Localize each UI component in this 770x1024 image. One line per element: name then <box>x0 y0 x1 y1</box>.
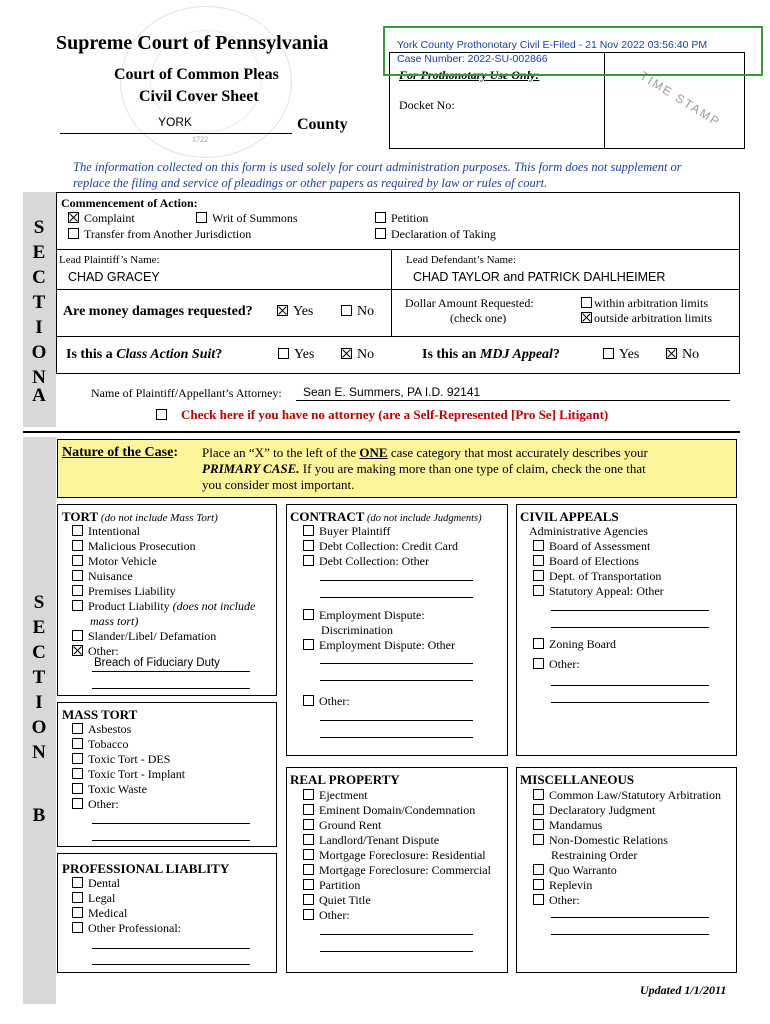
efile-stamp: York County Prothonotary Civil E-Filed - 21 Nov 2022 03:56:40 PM <box>397 39 708 51</box>
professional-item[interactable]: Dental <box>72 876 181 891</box>
tort-title: TORT (do not include Mass Tort) <box>62 509 218 524</box>
commencement-label: Commencement of Action: <box>61 196 198 210</box>
seal-year: 1722 <box>192 135 208 144</box>
plaintiff-name-field[interactable]: CHAD GRACEY <box>68 270 160 284</box>
nature-instructions-line1: Place an “X” to the left of the ONE case category that most accurately describes your <box>202 445 648 460</box>
real-property-item[interactable]: Partition <box>303 878 491 893</box>
checkbox[interactable] <box>303 555 314 566</box>
contract-list-2 <box>303 608 455 653</box>
defendant-label: Lead Defendant’s Name: <box>406 254 516 266</box>
commencement-complaint[interactable]: Complaint <box>68 211 135 226</box>
tort-other-field[interactable]: Breach of Fiduciary Duty <box>94 657 220 669</box>
checkbox[interactable] <box>533 570 544 581</box>
checkbox[interactable] <box>533 804 544 815</box>
blank-line <box>320 951 473 952</box>
civil-appeals-zoning[interactable]: Zoning Board <box>533 637 616 652</box>
checkbox[interactable] <box>303 909 314 920</box>
civil-appeals-item[interactable]: Board of Elections <box>533 554 664 569</box>
section-b-letters <box>28 590 50 765</box>
real-property-item[interactable]: Landlord/Tenant Dispute <box>303 833 491 848</box>
checkbox[interactable] <box>72 723 83 734</box>
real-property-item[interactable]: Eminent Domain/Condemnation <box>303 803 491 818</box>
real-property-item[interactable]: Quiet Title <box>303 893 491 908</box>
tort-item[interactable]: Nuisance <box>72 569 255 584</box>
commencement-transfer[interactable]: Transfer from Another Jurisdiction <box>68 227 251 242</box>
commencement-declaration[interactable]: Declaration of Taking <box>375 227 496 242</box>
blank-line <box>320 680 473 681</box>
blank-line <box>92 964 250 965</box>
civil-appeals-item[interactable]: Statutory Appeal: Other <box>533 584 664 599</box>
blank-line <box>92 688 250 689</box>
mdj-no[interactable]: No <box>666 347 699 362</box>
checkbox[interactable] <box>303 609 314 620</box>
within-arbitration[interactable]: within arbitration limits <box>581 296 708 311</box>
professional-item[interactable]: Legal <box>72 891 181 906</box>
plaintiff-label: Lead Plaintiff’s Name: <box>59 254 160 266</box>
self-represented-checkbox[interactable]: Check here if you have no attorney (are a Self-Represented [Pro Se] Litigant) <box>156 407 608 422</box>
checkbox[interactable] <box>72 585 83 596</box>
section-letter: E <box>32 242 46 263</box>
contract-title: CONTRACT (do not include Judgments) <box>290 509 482 524</box>
checkbox[interactable] <box>533 879 544 890</box>
blank-line <box>92 840 250 841</box>
tort-item[interactable]: Intentional <box>72 524 255 539</box>
updated-date: Updated 1/1/2011 <box>640 983 727 997</box>
contract-item[interactable]: Debt Collection: Other <box>303 554 458 569</box>
checkbox[interactable] <box>303 525 314 536</box>
checkbox[interactable] <box>303 540 314 551</box>
blank-line <box>320 737 473 738</box>
checkbox[interactable] <box>72 555 83 566</box>
commencement-writ[interactable]: Writ of Summons <box>196 211 298 226</box>
contract-item-employment-other[interactable]: Employment Dispute: Other <box>303 638 455 653</box>
prothonotary-use-only: For Prothonotary Use Only: <box>399 68 540 82</box>
misc-item[interactable]: Non-Domestic Relations <box>533 833 721 848</box>
checkbox[interactable] <box>72 738 83 749</box>
class-action-question: Is this a Class Action Suit? <box>66 347 223 362</box>
blank-line <box>92 948 250 949</box>
checkbox-checked[interactable] <box>581 312 592 323</box>
contract-item-employment[interactable]: Employment Dispute: <box>303 608 455 623</box>
mdj-yes[interactable]: Yes <box>603 347 639 362</box>
county-line <box>60 133 292 134</box>
checkbox[interactable] <box>375 228 386 239</box>
checkbox[interactable] <box>278 348 289 359</box>
divider-vertical <box>391 249 392 336</box>
section-letter: O <box>31 342 47 363</box>
time-stamp-label: TIME STAMP <box>637 68 724 130</box>
attorney-line <box>296 400 730 401</box>
checkbox-checked[interactable] <box>68 212 79 223</box>
page-title: Supreme Court of Pennsylvania <box>56 32 329 54</box>
checkbox[interactable] <box>72 768 83 779</box>
dollar-amount-sub: (check one) <box>450 311 507 325</box>
misc-item[interactable]: Mandamus <box>533 818 721 833</box>
mass-tort-item[interactable]: Toxic Tort - Implant <box>72 767 185 782</box>
blank-line <box>551 934 709 935</box>
checkbox[interactable] <box>533 864 544 875</box>
mass-tort-item[interactable]: Asbestos <box>72 722 185 737</box>
tort-item-product-liability[interactable]: Product Liability (does not include <box>72 599 255 614</box>
checkbox[interactable] <box>533 658 544 669</box>
real-property-title: REAL PROPERTY <box>290 772 400 787</box>
blank-line <box>551 917 709 918</box>
section-letter: T <box>32 292 46 313</box>
checkbox-checked[interactable] <box>277 305 288 316</box>
court-name: Court of Common Pleas <box>114 66 279 83</box>
checkbox[interactable] <box>156 409 167 420</box>
professional-item[interactable]: Other Professional: <box>72 921 181 936</box>
section-letter: S <box>33 592 45 613</box>
contract-item-other[interactable]: Other: <box>303 694 350 709</box>
checkbox[interactable] <box>72 922 83 933</box>
contract-item[interactable]: Debt Collection: Credit Card <box>303 539 458 554</box>
checkbox[interactable] <box>72 525 83 536</box>
checkbox[interactable] <box>303 864 314 875</box>
section-letter: C <box>32 267 46 288</box>
blank-line <box>320 720 473 721</box>
checkbox[interactable] <box>72 907 83 918</box>
case-number: Case Number: 2022-SU-002866 <box>397 53 548 65</box>
checkbox[interactable] <box>303 879 314 890</box>
checkbox[interactable] <box>341 305 352 316</box>
county-value[interactable]: YORK <box>158 115 193 129</box>
checkbox-checked[interactable] <box>666 348 677 359</box>
blank-line <box>320 597 473 598</box>
civil-appeals-title: CIVIL APPEALS <box>520 509 619 524</box>
checkbox[interactable] <box>303 849 314 860</box>
checkbox[interactable] <box>303 894 314 905</box>
checkbox[interactable] <box>533 834 544 845</box>
checkbox[interactable] <box>68 228 79 239</box>
checkbox[interactable] <box>196 212 207 223</box>
mass-tort-list <box>72 722 185 812</box>
mass-tort-item[interactable]: Other: <box>72 797 185 812</box>
section-a-letters <box>28 215 50 390</box>
checkbox[interactable] <box>72 798 83 809</box>
section-letter: C <box>32 642 46 663</box>
professional-title: PROFESSIONAL LIABLITY <box>62 861 230 876</box>
tort-item[interactable]: Malicious Prosecution <box>72 539 255 554</box>
blank-line <box>551 685 709 686</box>
checkbox[interactable] <box>533 540 544 551</box>
contract-item[interactable]: Buyer Plaintiff <box>303 524 458 539</box>
administrative-agencies-label: Administrative Agencies <box>529 524 648 538</box>
efile-stamp-border <box>383 26 763 76</box>
divider <box>56 289 740 290</box>
tort-item-other[interactable]: Other: <box>72 644 255 659</box>
checkbox-checked[interactable] <box>72 645 83 656</box>
section-letter: I <box>35 692 43 713</box>
nature-instructions-line3: you consider most important. <box>202 477 355 492</box>
section-letter: I <box>35 317 43 338</box>
money-no[interactable]: No <box>341 304 374 319</box>
section-letter-b: B <box>32 805 46 826</box>
outside-arbitration[interactable]: outside arbitration limits <box>581 311 712 326</box>
contract-list <box>303 524 458 569</box>
checkbox[interactable] <box>303 804 314 815</box>
form-name: Civil Cover Sheet <box>139 88 259 105</box>
checkbox[interactable] <box>303 695 314 706</box>
blank-line <box>92 671 250 672</box>
checkbox[interactable] <box>533 585 544 596</box>
section-letter: T <box>32 667 46 688</box>
blank-line <box>551 702 709 703</box>
real-property-list <box>303 788 491 923</box>
checkbox[interactable] <box>303 834 314 845</box>
section-letter: S <box>33 217 45 238</box>
section-separator <box>23 431 740 433</box>
misc-item[interactable]: Other: <box>533 893 721 908</box>
nature-instructions-line2: PRIMARY CASE. If you are making more than one type of claim, check the one that <box>202 461 646 476</box>
tort-item-slander[interactable]: Slander/Libel/ Defamation <box>72 629 255 644</box>
section-letter: O <box>31 717 47 738</box>
checkbox[interactable] <box>581 297 592 308</box>
checkbox[interactable] <box>303 639 314 650</box>
real-property-item[interactable]: Other: <box>303 908 491 923</box>
checkbox[interactable] <box>72 540 83 551</box>
nature-of-case-label: Nature of the Case: <box>62 445 179 460</box>
mass-tort-title: MASS TORT <box>62 707 138 722</box>
section-letter-a: A <box>32 385 46 406</box>
real-property-item[interactable]: Mortgage Foreclosure: Commercial <box>303 863 491 878</box>
dollar-amount-label: Dollar Amount Requested: <box>405 296 534 310</box>
blank-line <box>320 580 473 581</box>
section-letter: N <box>32 742 46 763</box>
checkbox[interactable] <box>603 348 614 359</box>
attorney-name-field[interactable]: Sean E. Summers, PA I.D. 92141 <box>303 385 481 399</box>
checkbox[interactable] <box>72 753 83 764</box>
checkbox[interactable] <box>72 877 83 888</box>
misc-item[interactable]: Quo Warranto <box>533 863 721 878</box>
misc-item[interactable]: Declaratory Judgment <box>533 803 721 818</box>
mass-tort-item[interactable]: Toxic Tort - DES <box>72 752 185 767</box>
miscellaneous-title: MISCELLANEOUS <box>520 772 635 787</box>
mass-tort-item[interactable]: Toxic Waste <box>72 782 185 797</box>
civil-appeals-other[interactable]: Other: <box>533 657 580 672</box>
checkbox[interactable] <box>303 789 314 800</box>
tort-list <box>72 524 255 659</box>
checkbox[interactable] <box>72 600 83 611</box>
miscellaneous-list <box>533 788 721 908</box>
blank-line <box>320 663 473 664</box>
defendant-name-field[interactable]: CHAD TAYLOR and PATRICK DAHLHEIMER <box>413 270 666 284</box>
money-damages-question: Are money damages requested? <box>63 304 253 319</box>
checkbox[interactable] <box>533 894 544 905</box>
money-yes[interactable]: Yes <box>277 304 313 319</box>
class-action-yes[interactable]: Yes <box>278 347 314 362</box>
professional-item[interactable]: Medical <box>72 906 181 921</box>
civil-appeals-item[interactable]: Board of Assessment <box>533 539 664 554</box>
checkbox[interactable] <box>72 570 83 581</box>
checkbox-checked[interactable] <box>341 348 352 359</box>
blank-line <box>320 934 473 935</box>
mass-tort-item[interactable]: Tobacco <box>72 737 185 752</box>
misc-item[interactable]: Common Law/Statutory Arbitration <box>533 788 721 803</box>
divider <box>56 249 740 250</box>
tort-item[interactable]: Motor Vehicle <box>72 554 255 569</box>
product-liability-note: mass tort) <box>90 614 139 628</box>
checkbox[interactable] <box>533 819 544 830</box>
attorney-label: Name of Plaintiff/Appellant’s Attorney: <box>91 386 282 400</box>
professional-list <box>72 876 181 936</box>
checkbox[interactable] <box>72 892 83 903</box>
employment-sub: Discrimination <box>321 623 393 637</box>
restraining-order-label: Restraining Order <box>551 848 638 862</box>
class-action-no[interactable]: No <box>341 347 374 362</box>
section-letter: N <box>32 367 46 388</box>
checkbox[interactable] <box>533 555 544 566</box>
county-label: County <box>297 116 348 133</box>
docket-label: Docket No: <box>399 98 455 112</box>
checkbox[interactable] <box>533 789 544 800</box>
blank-line <box>92 823 250 824</box>
blank-line <box>551 610 709 611</box>
checkbox[interactable] <box>72 630 83 641</box>
blank-line <box>551 627 709 628</box>
mdj-appeal-question: Is this an MDJ Appeal? <box>422 347 560 362</box>
commencement-petition[interactable]: Petition <box>375 211 428 226</box>
civil-appeals-item[interactable]: Dept. of Transportation <box>533 569 664 584</box>
section-letter: E <box>32 617 46 638</box>
real-property-item[interactable]: Mortgage Foreclosure: Residential <box>303 848 491 863</box>
divider <box>56 336 740 337</box>
misc-item[interactable]: Replevin <box>533 878 721 893</box>
checkbox[interactable] <box>72 783 83 794</box>
real-property-item[interactable]: Ejectment <box>303 788 491 803</box>
intro-text: The information collected on this form is used solely for court administration purposes. This form does not supplement or replace the filing and service of pleadings or other papers as required by law or rules of court. <box>73 160 682 190</box>
checkbox[interactable] <box>303 819 314 830</box>
civil-appeals-list <box>533 539 664 599</box>
real-property-item[interactable]: Ground Rent <box>303 818 491 833</box>
checkbox[interactable] <box>375 212 386 223</box>
tort-item[interactable]: Premises Liability <box>72 584 255 599</box>
checkbox[interactable] <box>533 638 544 649</box>
